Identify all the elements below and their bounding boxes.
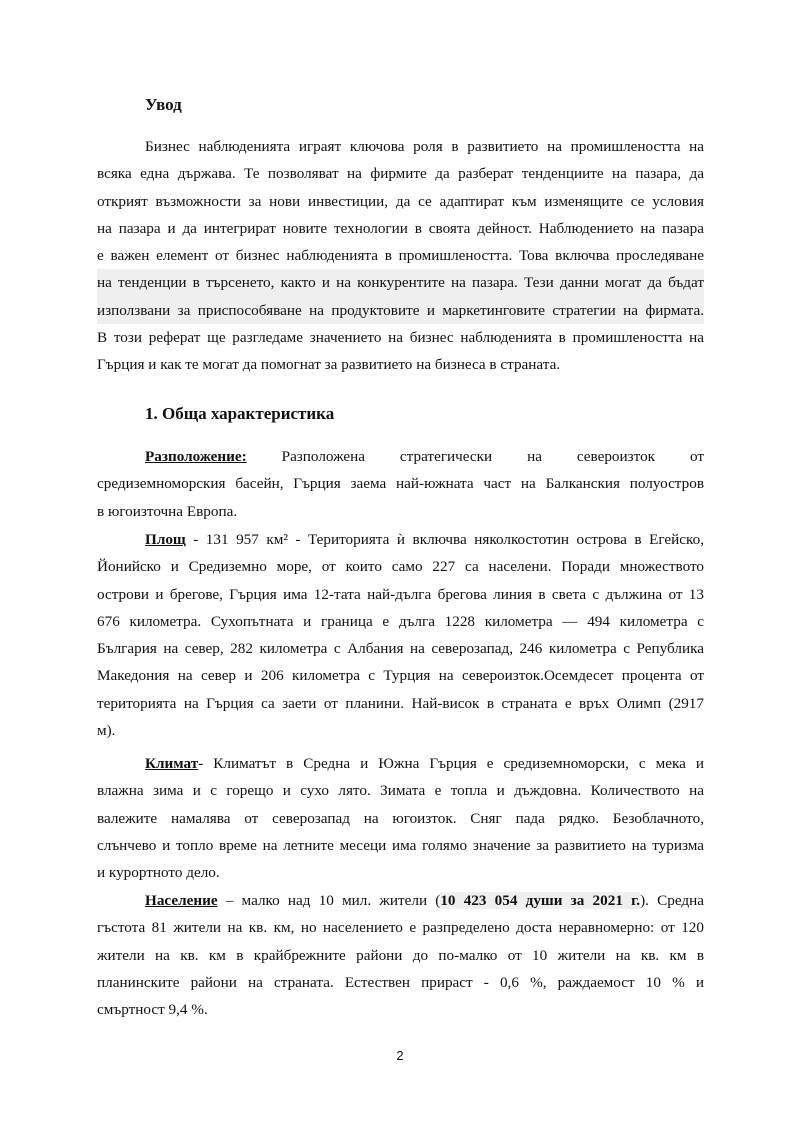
population-label: Население [145, 892, 218, 909]
climate-line-3: валежите намалява от северозапад на югоизток. Сняг пада рядко. Безоблачното, [97, 809, 704, 827]
intro-line-8: В този реферат ще разгледаме значението на бизнес наблюденията в промишлеността на [97, 329, 704, 347]
area-line-4: 676 километра. Сухопътната и граница е дълга 1228 километра — 494 километра с [97, 612, 704, 630]
page-number: 2 [396, 1048, 404, 1063]
location-line-3: в югоизточна Европа. [97, 502, 238, 520]
intro-paragraph [97, 133, 704, 379]
location-line-1: Разположение: Разположена стратегически на североизток от [145, 448, 704, 465]
intro-line-2: всяка една държава. Те позволяват на фирмите да разберат тенденциите на пазара, да [97, 165, 704, 183]
area-line-1: Площ - 131 957 км² - Територията ѝ включва няколкостотин острова в Егейско, [145, 531, 704, 548]
intro-line-1: Бизнес наблюденията играят ключова роля в развитието на промишлеността на [145, 138, 704, 155]
area-line-6: Македония на север и 206 километра с Турция на североизток.Осемдесет процента от [97, 667, 704, 685]
location-paragraph [97, 443, 704, 525]
climate-paragraph [97, 750, 704, 886]
climate-line-4: слънчево и топло време на летните месеци има голямо значение за развитието на туризма [97, 836, 704, 854]
area-line-5: България на север, 282 километра с Албания на северозапад, 246 километра с Република [97, 640, 704, 658]
location-label: Разположение: [145, 448, 247, 465]
intro-line-3: открият възможности за нови инвестиции, да се адаптират към изменящите се условия [97, 192, 704, 210]
population-paragraph [97, 887, 704, 1023]
climate-line-2: влажна зима и с горещо и сухо лято. Зимата е топла и дъждовна. Количеството на [97, 782, 704, 800]
area-paragraph [97, 526, 704, 744]
intro-line-9: Гърция и как те могат да помогнат за развитието на бизнеса в страната. [97, 356, 561, 374]
population-line-2: гъстота 81 жители на кв. км, но населението е разпределено доста неравномерно: от 120 [97, 919, 704, 937]
section-1-heading: 1. Обща характеристика [145, 404, 335, 423]
intro-heading: Увод [145, 95, 182, 114]
area-line-3: острови и брегове, Гърция има 12-тата най-дълга брегова линия в света с дължина от 13 [97, 585, 704, 603]
intro-line-7: използвани за приспособяване на продуктовите и маркетинговите стратегии на фирмата. [97, 297, 704, 324]
area-label: Площ [145, 531, 186, 548]
area-line-2: Йонийско и Средиземно море, от които само 227 са населени. Поради множеството [97, 558, 704, 576]
intro-line-6: на тенденции в търсенето, както и на конкурентите на пазара. Тези данни могат да бъдат [97, 269, 704, 296]
population-line-5: смъртност 9,4 %. [97, 1001, 208, 1019]
location-line-2: средиземноморския басейн, Гърция заема най-южната част на Балканския полуостров [97, 475, 704, 493]
intro-line-5: е важен елемент от бизнес наблюденията в промишлеността. Това включва проследяване [97, 247, 704, 265]
population-line-1: Население – малко над 10 мил. жители (10 423 054 души за 2021 г.). Средна [145, 892, 705, 909]
intro-line-4: на пазара и да интегрират новите технологии в своята дейност. Наблюдението на пазара [97, 219, 704, 237]
area-line-7: територията на Гърция са заети от планини. Най-висок в страната е връх Олимп (2917 [97, 694, 704, 712]
population-line-3: жители на кв. км в крайбрежните райони до по-малко от 10 жители на кв. км в [97, 946, 704, 964]
population-line-4: планинските райони на страната. Естествен прираст - 0,6 %, раждаемост 10 % и [97, 973, 704, 991]
area-line-8: м). [97, 722, 116, 740]
climate-label: Климат [145, 755, 199, 772]
population-figure: 10 423 054 души за 2021 г. [440, 892, 641, 909]
climate-line-1: Климат- Климатът в Средна и Южна Гърция е средиземноморски, с мека и [145, 755, 704, 772]
climate-line-5: и курортното дело. [97, 864, 220, 882]
